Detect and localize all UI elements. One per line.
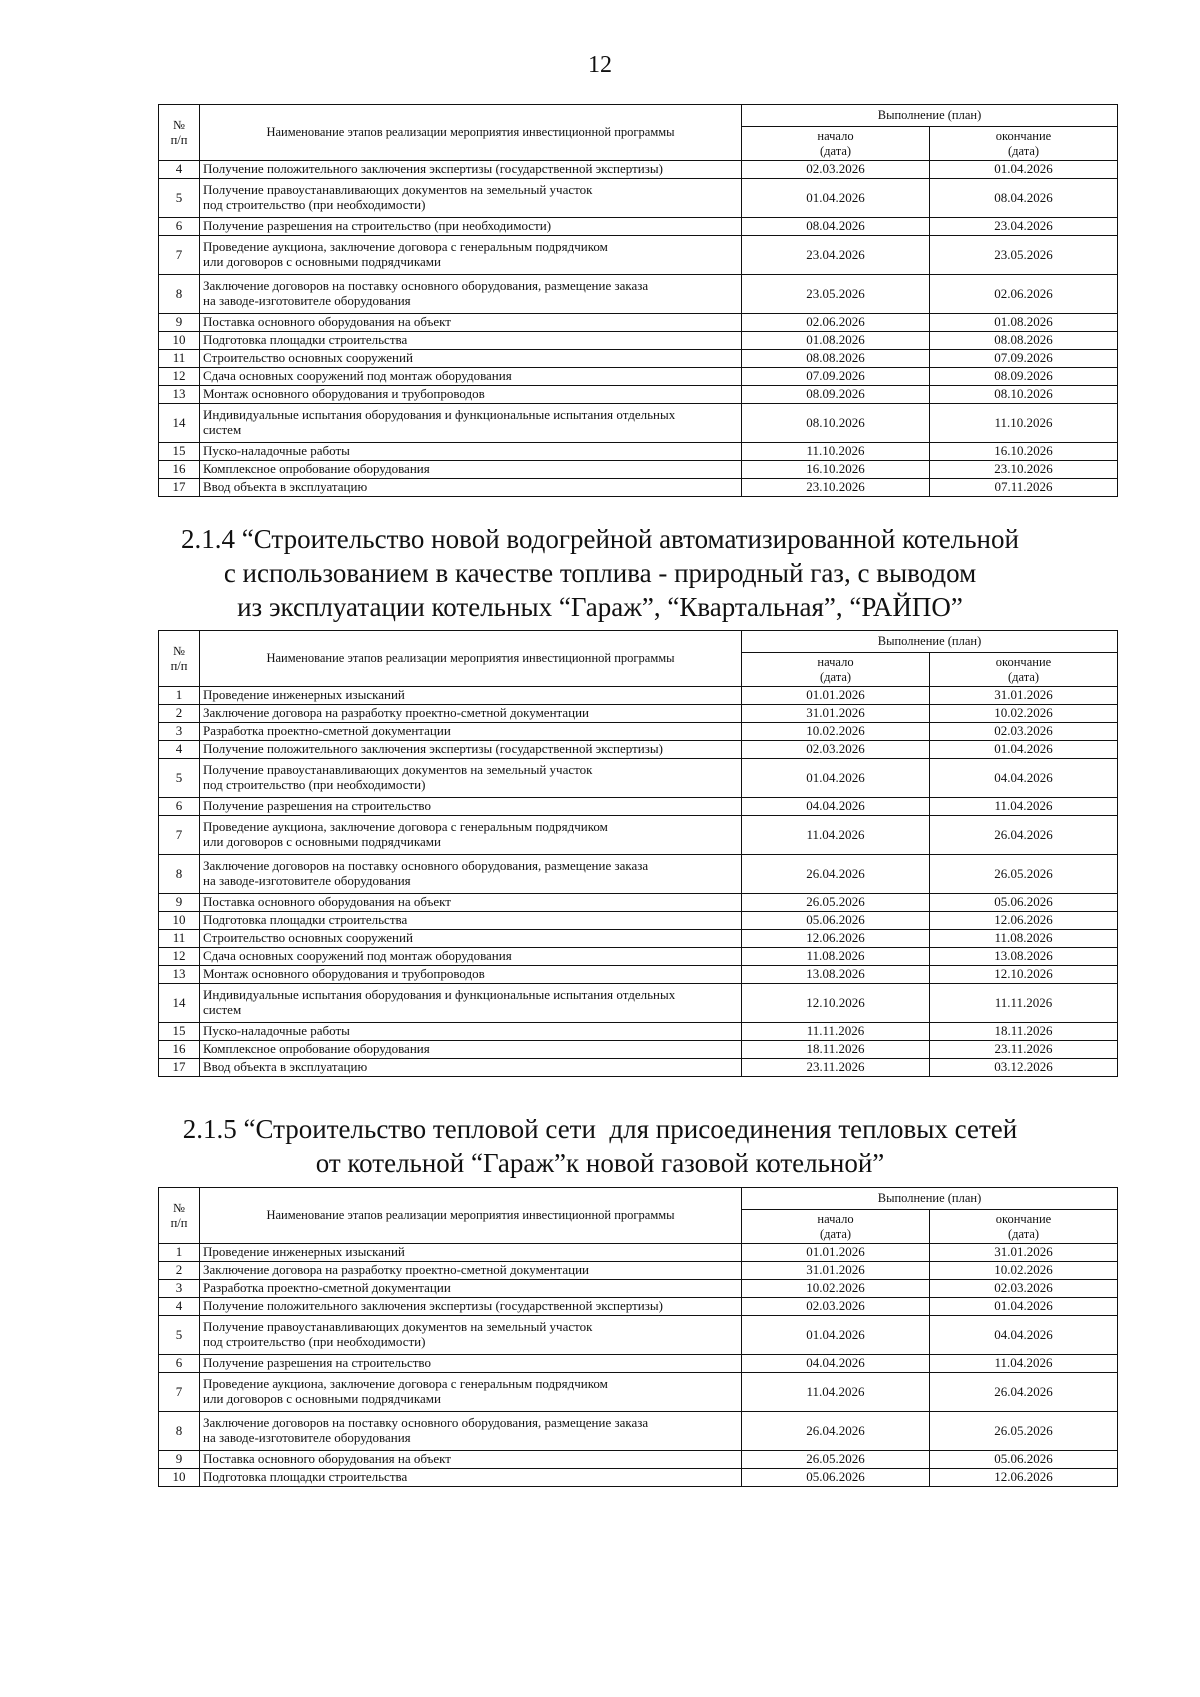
col-header-stage-name: Наименование этапов реализации мероприятия инвестиционной программы xyxy=(200,105,742,161)
stage-name: Подготовка площадки строительства xyxy=(200,1469,742,1487)
end-date: 05.06.2026 xyxy=(930,1451,1118,1469)
row-number: 15 xyxy=(159,1023,200,1041)
col-header-number: № п/п xyxy=(159,105,200,161)
start-date: 10.02.2026 xyxy=(742,1280,930,1298)
table-row xyxy=(159,984,1118,1023)
start-date: 23.11.2026 xyxy=(742,1059,930,1077)
row-number: 4 xyxy=(159,161,200,179)
row-number: 1 xyxy=(159,1244,200,1262)
section-title-line: с использованием в качестве топлива - природный газ, с выводом xyxy=(223,558,977,588)
table-row xyxy=(159,1298,1118,1316)
stage-name: Получение положительного заключения экспертизы (государственной экспертизы) xyxy=(200,741,742,759)
stage-name: Подготовка площадки строительства xyxy=(200,332,742,350)
start-date: 01.04.2026 xyxy=(742,1316,930,1355)
col-header-end-date: окончание (дата) xyxy=(930,653,1118,687)
start-date: 16.10.2026 xyxy=(742,461,930,479)
start-date: 08.10.2026 xyxy=(742,404,930,443)
end-date: 11.08.2026 xyxy=(930,930,1118,948)
start-date: 18.11.2026 xyxy=(742,1041,930,1059)
page-number: 12 xyxy=(588,52,612,78)
row-number: 7 xyxy=(159,816,200,855)
row-number: 5 xyxy=(159,179,200,218)
stage-name: Проведение инженерных изысканий xyxy=(200,1244,742,1262)
row-number: 6 xyxy=(159,798,200,816)
end-date: 01.04.2026 xyxy=(930,1298,1118,1316)
start-date: 11.04.2026 xyxy=(742,1373,930,1412)
row-number: 17 xyxy=(159,479,200,497)
start-date: 11.08.2026 xyxy=(742,948,930,966)
end-date: 26.05.2026 xyxy=(930,855,1118,894)
col-header-execution: Выполнение (план) xyxy=(742,1188,1118,1210)
row-number: 13 xyxy=(159,386,200,404)
end-date: 12.06.2026 xyxy=(930,912,1118,930)
col-header-end-date: окончание (дата) xyxy=(930,1210,1118,1244)
table-row xyxy=(159,1451,1118,1469)
table-row xyxy=(159,1373,1118,1412)
row-number: 12 xyxy=(159,948,200,966)
stage-name: Строительство основных сооружений xyxy=(200,930,742,948)
table-row xyxy=(159,368,1118,386)
end-date: 23.11.2026 xyxy=(930,1041,1118,1059)
row-number: 11 xyxy=(159,350,200,368)
table-row xyxy=(159,236,1118,275)
end-date: 10.02.2026 xyxy=(930,1262,1118,1280)
end-date: 04.04.2026 xyxy=(930,1316,1118,1355)
end-date: 11.04.2026 xyxy=(930,798,1118,816)
table-row xyxy=(159,1280,1118,1298)
table-row xyxy=(159,404,1118,443)
row-number: 5 xyxy=(159,759,200,798)
row-number: 13 xyxy=(159,966,200,984)
end-date: 11.04.2026 xyxy=(930,1355,1118,1373)
start-date: 26.05.2026 xyxy=(742,894,930,912)
table-row xyxy=(159,1469,1118,1487)
row-number: 2 xyxy=(159,705,200,723)
stage-name: Пуско-наладочные работы xyxy=(200,1023,742,1041)
table-row xyxy=(159,1355,1118,1373)
stage-name: Сдача основных сооружений под монтаж оборудования xyxy=(200,368,742,386)
start-date: 23.04.2026 xyxy=(742,236,930,275)
start-date: 01.04.2026 xyxy=(742,179,930,218)
end-date: 01.04.2026 xyxy=(930,741,1118,759)
end-date: 11.11.2026 xyxy=(930,984,1118,1023)
end-date: 08.10.2026 xyxy=(930,386,1118,404)
stage-name: Получение положительного заключения экспертизы (государственной экспертизы) xyxy=(200,1298,742,1316)
row-number: 8 xyxy=(159,855,200,894)
start-date: 23.05.2026 xyxy=(742,275,930,314)
section-title-line: 2.1.5 “Строительство тепловой сети для присоединения тепловых сетей xyxy=(182,1114,1018,1144)
stage-name: Проведение инженерных изысканий xyxy=(200,687,742,705)
table-row xyxy=(159,948,1118,966)
row-number: 16 xyxy=(159,1041,200,1059)
stage-name: Ввод объекта в эксплуатацию xyxy=(200,1059,742,1077)
table-row xyxy=(159,705,1118,723)
start-date: 12.06.2026 xyxy=(742,930,930,948)
start-date: 11.04.2026 xyxy=(742,816,930,855)
table-row xyxy=(159,1041,1118,1059)
row-number: 12 xyxy=(159,368,200,386)
row-number: 3 xyxy=(159,1280,200,1298)
end-date: 26.04.2026 xyxy=(930,1373,1118,1412)
table-row xyxy=(159,161,1118,179)
start-date: 13.08.2026 xyxy=(742,966,930,984)
stage-name: Монтаж основного оборудования и трубопроводов xyxy=(200,966,742,984)
table-row xyxy=(159,723,1118,741)
start-date: 08.08.2026 xyxy=(742,350,930,368)
row-number: 15 xyxy=(159,443,200,461)
section-title-line: от котельной “Гараж”к новой газовой котельной” xyxy=(315,1148,885,1178)
end-date: 08.09.2026 xyxy=(930,368,1118,386)
stage-name: Проведение аукциона, заключение договора с генеральным подрядчиком или договоров с основными подрядчиками xyxy=(200,1373,742,1412)
row-number: 10 xyxy=(159,1469,200,1487)
table-row xyxy=(159,930,1118,948)
end-date: 13.08.2026 xyxy=(930,948,1118,966)
col-header-end-date: окончание (дата) xyxy=(930,127,1118,161)
start-date: 26.05.2026 xyxy=(742,1451,930,1469)
stage-name: Монтаж основного оборудования и трубопроводов xyxy=(200,386,742,404)
start-date: 02.03.2026 xyxy=(742,741,930,759)
table-row xyxy=(159,332,1118,350)
stage-name: Поставка основного оборудования на объект xyxy=(200,314,742,332)
table-row xyxy=(159,855,1118,894)
end-date: 18.11.2026 xyxy=(930,1023,1118,1041)
start-date: 26.04.2026 xyxy=(742,855,930,894)
end-date: 04.04.2026 xyxy=(930,759,1118,798)
table-row xyxy=(159,687,1118,705)
stage-name: Разработка проектно-сметной документации xyxy=(200,1280,742,1298)
table-row xyxy=(159,798,1118,816)
stage-name: Заключение договоров на поставку основного оборудования, размещение заказа на заводе-изготовителе оборудования xyxy=(200,275,742,314)
end-date: 07.11.2026 xyxy=(930,479,1118,497)
row-number: 11 xyxy=(159,930,200,948)
end-date: 03.12.2026 xyxy=(930,1059,1118,1077)
stage-name: Получение правоустанавливающих документов на земельный участок под строительство (при необходимости) xyxy=(200,179,742,218)
stage-name: Индивидуальные испытания оборудования и функциональные испытания отдельных систем xyxy=(200,984,742,1023)
stage-name: Ввод объекта в эксплуатацию xyxy=(200,479,742,497)
stage-name: Индивидуальные испытания оборудования и функциональные испытания отдельных систем xyxy=(200,404,742,443)
stage-name: Заключение договора на разработку проектно-сметной документации xyxy=(200,1262,742,1280)
stage-name: Строительство основных сооружений xyxy=(200,350,742,368)
col-header-start-date: начало (дата) xyxy=(742,127,930,161)
stage-name: Разработка проектно-сметной документации xyxy=(200,723,742,741)
stage-name: Заключение договоров на поставку основного оборудования, размещение заказа на заводе-изготовителе оборудования xyxy=(200,1412,742,1451)
end-date: 07.09.2026 xyxy=(930,350,1118,368)
table-row xyxy=(159,1412,1118,1451)
table-row xyxy=(159,912,1118,930)
stage-name: Заключение договоров на поставку основного оборудования, размещение заказа на заводе-изготовителе оборудования xyxy=(200,855,742,894)
end-date: 02.06.2026 xyxy=(930,275,1118,314)
table-row xyxy=(159,1023,1118,1041)
end-date: 08.04.2026 xyxy=(930,179,1118,218)
end-date: 08.08.2026 xyxy=(930,332,1118,350)
row-number: 3 xyxy=(159,723,200,741)
row-number: 8 xyxy=(159,275,200,314)
table-row xyxy=(159,966,1118,984)
start-date: 12.10.2026 xyxy=(742,984,930,1023)
stage-name: Комплексное опробование оборудования xyxy=(200,461,742,479)
start-date: 01.01.2026 xyxy=(742,687,930,705)
stage-name: Поставка основного оборудования на объект xyxy=(200,1451,742,1469)
start-date: 10.02.2026 xyxy=(742,723,930,741)
col-header-start-date: начало (дата) xyxy=(742,653,930,687)
end-date: 02.03.2026 xyxy=(930,1280,1118,1298)
table-row xyxy=(159,275,1118,314)
stage-name: Получение правоустанавливающих документов на земельный участок под строительство (при необходимости) xyxy=(200,759,742,798)
col-header-stage-name: Наименование этапов реализации мероприятия инвестиционной программы xyxy=(200,631,742,687)
row-number: 9 xyxy=(159,894,200,912)
end-date: 31.01.2026 xyxy=(930,1244,1118,1262)
col-header-execution: Выполнение (план) xyxy=(742,631,1118,653)
schedule-table-continued xyxy=(158,104,1118,497)
table-row xyxy=(159,894,1118,912)
section-title-line: 2.1.4 “Строительство новой водогрейной автоматизированной котельной xyxy=(181,524,1019,554)
table-row xyxy=(159,350,1118,368)
start-date: 02.03.2026 xyxy=(742,161,930,179)
table-row xyxy=(159,461,1118,479)
start-date: 01.04.2026 xyxy=(742,759,930,798)
end-date: 12.06.2026 xyxy=(930,1469,1118,1487)
start-date: 26.04.2026 xyxy=(742,1412,930,1451)
table-row xyxy=(159,479,1118,497)
table-row xyxy=(159,1316,1118,1355)
row-number: 8 xyxy=(159,1412,200,1451)
row-number: 14 xyxy=(159,404,200,443)
schedule-table-2-1-5 xyxy=(158,1187,1118,1487)
col-header-start-date: начало (дата) xyxy=(742,1210,930,1244)
stage-name: Получение разрешения на строительство (при необходимости) xyxy=(200,218,742,236)
end-date: 26.04.2026 xyxy=(930,816,1118,855)
start-date: 04.04.2026 xyxy=(742,798,930,816)
start-date: 11.11.2026 xyxy=(742,1023,930,1041)
start-date: 01.08.2026 xyxy=(742,332,930,350)
row-number: 9 xyxy=(159,314,200,332)
row-number: 9 xyxy=(159,1451,200,1469)
start-date: 08.04.2026 xyxy=(742,218,930,236)
section-title-line: из эксплуатации котельных “Гараж”, “Квартальная”, “РАЙПО” xyxy=(237,592,963,622)
col-header-number: № п/п xyxy=(159,1188,200,1244)
start-date: 31.01.2026 xyxy=(742,705,930,723)
start-date: 05.06.2026 xyxy=(742,912,930,930)
end-date: 23.04.2026 xyxy=(930,218,1118,236)
col-header-stage-name: Наименование этапов реализации мероприятия инвестиционной программы xyxy=(200,1188,742,1244)
table-row xyxy=(159,314,1118,332)
end-date: 10.02.2026 xyxy=(930,705,1118,723)
stage-name: Получение разрешения на строительство xyxy=(200,798,742,816)
row-number: 16 xyxy=(159,461,200,479)
end-date: 11.10.2026 xyxy=(930,404,1118,443)
start-date: 02.03.2026 xyxy=(742,1298,930,1316)
row-number: 10 xyxy=(159,912,200,930)
row-number: 10 xyxy=(159,332,200,350)
row-number: 17 xyxy=(159,1059,200,1077)
end-date: 01.08.2026 xyxy=(930,314,1118,332)
stage-name: Сдача основных сооружений под монтаж оборудования xyxy=(200,948,742,966)
end-date: 02.03.2026 xyxy=(930,723,1118,741)
table-row xyxy=(159,816,1118,855)
table-row xyxy=(159,443,1118,461)
row-number: 4 xyxy=(159,741,200,759)
stage-name: Комплексное опробование оборудования xyxy=(200,1041,742,1059)
row-number: 4 xyxy=(159,1298,200,1316)
start-date: 31.01.2026 xyxy=(742,1262,930,1280)
row-number: 1 xyxy=(159,687,200,705)
table-row xyxy=(159,386,1118,404)
stage-name: Пуско-наладочные работы xyxy=(200,443,742,461)
start-date: 01.01.2026 xyxy=(742,1244,930,1262)
col-header-execution: Выполнение (план) xyxy=(742,105,1118,127)
col-header-number: № п/п xyxy=(159,631,200,687)
start-date: 02.06.2026 xyxy=(742,314,930,332)
stage-name: Получение положительного заключения экспертизы (государственной экспертизы) xyxy=(200,161,742,179)
stage-name: Подготовка площадки строительства xyxy=(200,912,742,930)
table-row xyxy=(159,218,1118,236)
row-number: 2 xyxy=(159,1262,200,1280)
table-row xyxy=(159,1262,1118,1280)
end-date: 05.06.2026 xyxy=(930,894,1118,912)
table-row xyxy=(159,179,1118,218)
end-date: 01.04.2026 xyxy=(930,161,1118,179)
stage-name: Получение разрешения на строительство xyxy=(200,1355,742,1373)
start-date: 04.04.2026 xyxy=(742,1355,930,1373)
stage-name: Получение правоустанавливающих документов на земельный участок под строительство (при необходимости) xyxy=(200,1316,742,1355)
start-date: 05.06.2026 xyxy=(742,1469,930,1487)
start-date: 11.10.2026 xyxy=(742,443,930,461)
table-row xyxy=(159,741,1118,759)
stage-name: Поставка основного оборудования на объект xyxy=(200,894,742,912)
section-title-2-1-4 xyxy=(0,522,1200,624)
stage-name: Заключение договора на разработку проектно-сметной документации xyxy=(200,705,742,723)
end-date: 16.10.2026 xyxy=(930,443,1118,461)
stage-name: Проведение аукциона, заключение договора с генеральным подрядчиком или договоров с основными подрядчиками xyxy=(200,236,742,275)
end-date: 31.01.2026 xyxy=(930,687,1118,705)
row-number: 6 xyxy=(159,218,200,236)
row-number: 6 xyxy=(159,1355,200,1373)
table-row xyxy=(159,1059,1118,1077)
start-date: 23.10.2026 xyxy=(742,479,930,497)
end-date: 23.10.2026 xyxy=(930,461,1118,479)
end-date: 23.05.2026 xyxy=(930,236,1118,275)
start-date: 07.09.2026 xyxy=(742,368,930,386)
schedule-table-2-1-4 xyxy=(158,630,1118,1077)
end-date: 12.10.2026 xyxy=(930,966,1118,984)
table-row xyxy=(159,1244,1118,1262)
row-number: 5 xyxy=(159,1316,200,1355)
section-title-2-1-5 xyxy=(0,1112,1200,1180)
table-row xyxy=(159,759,1118,798)
end-date: 26.05.2026 xyxy=(930,1412,1118,1451)
row-number: 14 xyxy=(159,984,200,1023)
row-number: 7 xyxy=(159,236,200,275)
stage-name: Проведение аукциона, заключение договора с генеральным подрядчиком или договоров с основными подрядчиками xyxy=(200,816,742,855)
start-date: 08.09.2026 xyxy=(742,386,930,404)
row-number: 7 xyxy=(159,1373,200,1412)
